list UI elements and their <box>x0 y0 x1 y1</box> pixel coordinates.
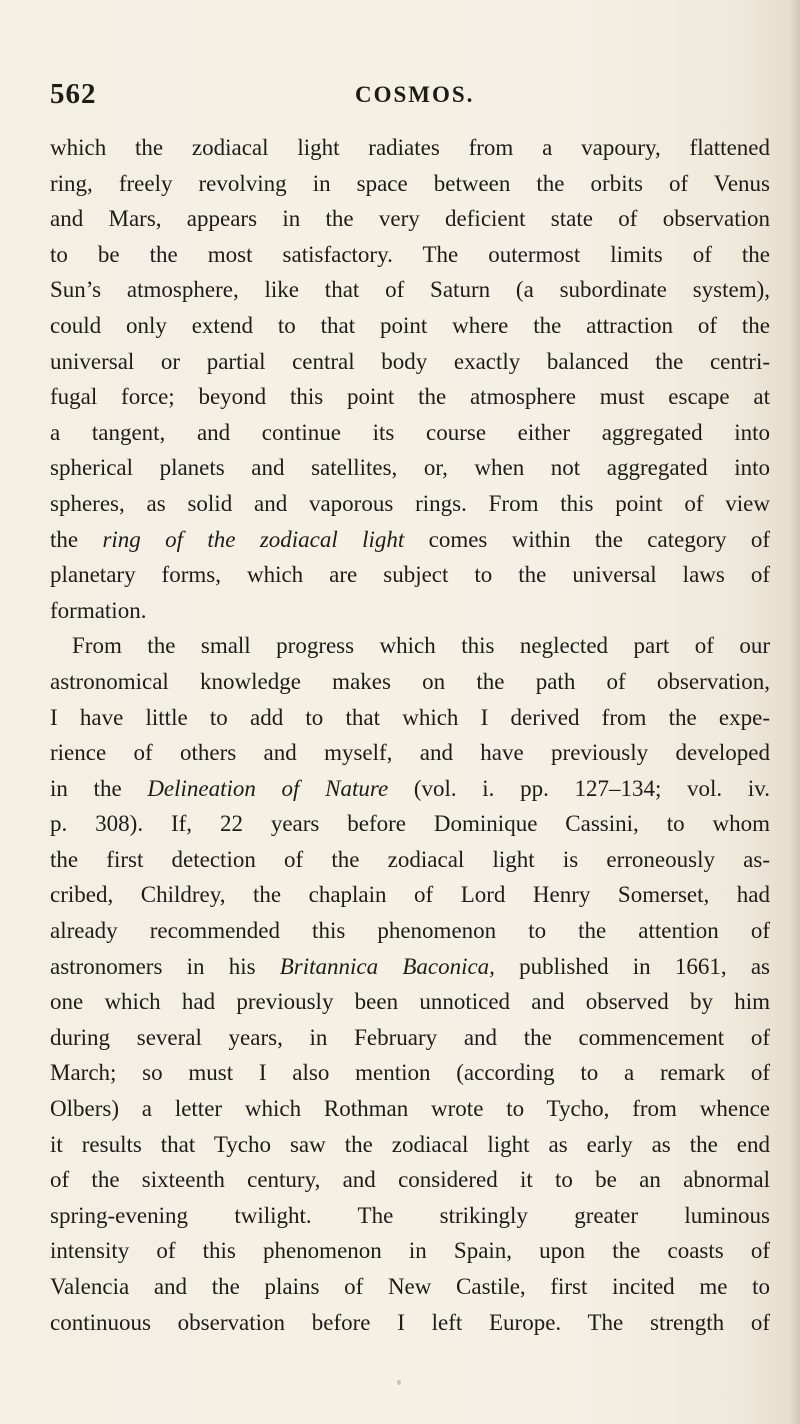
text-line: to be the most satisfactory. The outermost limits of the <box>50 241 770 267</box>
text-line: Olbers) a letter which Rothman wrote to Tycho, from whence <box>50 1096 770 1122</box>
text-line: spring-evening twilight. The strikingly greater luminous <box>50 1202 770 1228</box>
text-line: one which had previously been unnoticed and observed by him <box>50 989 770 1015</box>
text-line: ring, freely revolving in space between the orbits of Venus <box>50 170 770 196</box>
text-line: astronomical knowledge makes on the path of observation, <box>50 668 770 694</box>
italic-phrase: Delineation of Nature <box>147 775 389 801</box>
italic-phrase: ring of the zodiacal light <box>102 526 405 552</box>
text-line: rience of others and myself, and have previously developed <box>50 740 770 766</box>
text-line: formation. <box>50 597 147 623</box>
text-line-with-italic <box>50 771 770 807</box>
text-line: spherical planets and satellites, or, when not aggregated into <box>50 455 770 481</box>
text-run: comes within the category of <box>404 526 770 552</box>
text-line: a tangent, and continue its course either aggregated into <box>50 419 770 445</box>
page-number: 562 <box>50 78 97 110</box>
text-line: Valencia and the plains of New Castile, first incited me to <box>50 1274 770 1299</box>
text-run: the <box>50 526 103 552</box>
text-line: p. 308). If, 22 years before Dominique Cassini, to whom <box>50 811 770 837</box>
paper-speck <box>397 1380 401 1385</box>
text-line: I have little to add to that which I derived from the expe- <box>50 704 770 730</box>
text-run: in the <box>50 775 148 801</box>
text-line: Sun’s atmosphere, like that of Saturn (a subordinate system), <box>50 277 770 303</box>
text-line: already recommended this phenomenon to the attention of <box>50 918 770 944</box>
italic-phrase: Britannica Baconica, <box>279 953 495 979</box>
text-line-with-italic <box>50 522 770 558</box>
body-text <box>50 130 770 1340</box>
page-edge-shadow <box>790 0 800 1424</box>
text-line: planetary forms, which are subject to the universal laws of <box>50 562 770 588</box>
text-line: universal or partial central body exactly balanced the centri- <box>50 348 770 374</box>
text-line: March; so must I also mention (according to a remark of <box>50 1060 770 1086</box>
text-line: the first detection of the zodiacal light is erroneously as- <box>50 846 770 872</box>
page-header <box>50 78 750 138</box>
text-line: and Mars, appears in the very deficient state of observation <box>50 206 770 232</box>
text-line: could only extend to that point where the attraction of the <box>50 312 770 338</box>
text-line: during several years, in February and the commencement of <box>50 1024 770 1050</box>
text-line: fugal force; beyond this point the atmosphere must escape at <box>50 384 770 410</box>
paragraph-start-line: From the small progress which this neglected part of our <box>72 633 770 659</box>
text-line: which the zodiacal light radiates from a vapoury, flattened <box>50 135 770 160</box>
text-line: intensity of this phenomenon in Spain, upon the coasts of <box>50 1238 770 1264</box>
text-line-with-italic <box>50 949 770 985</box>
text-line: cribed, Childrey, the chaplain of Lord Henry Somerset, had <box>50 882 770 908</box>
text-line: spheres, as solid and vaporous rings. From this point of view <box>50 490 770 516</box>
text-run: published in 1661, as <box>494 953 770 979</box>
text-line: of the sixteenth century, and considered it to be an abnormal <box>50 1167 770 1193</box>
text-line: it results that Tycho saw the zodiacal light as early as the end <box>50 1131 770 1157</box>
text-run: (vol. i. pp. 127–134; vol. iv. <box>388 775 770 801</box>
text-line: continuous observation before I left Europe. The strength of <box>50 1309 770 1335</box>
running-title: COSMOS. <box>355 82 475 107</box>
text-run: astronomers in his <box>50 953 280 979</box>
